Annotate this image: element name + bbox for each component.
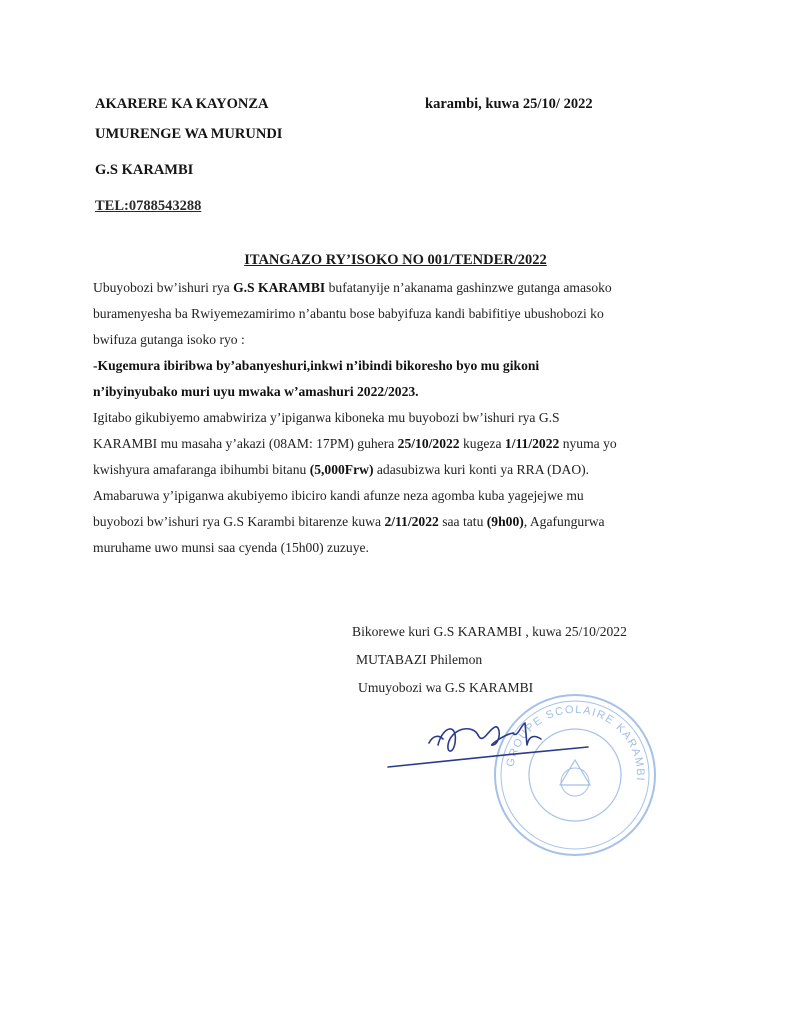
body-text: buyobozi bw’ishuri rya G.S Karambi bitarenze kuwa bbox=[93, 514, 385, 529]
handwritten-signature bbox=[383, 705, 603, 775]
signature-place-date: Bikorewe kuri G.S KARAMBI , kuwa 25/10/2022 bbox=[352, 624, 627, 639]
body-line: buramenyesha ba Rwiyemezamirimo n’abantu bose babyifuza kandi babifitiye ubushobozi ko bbox=[93, 306, 604, 321]
body-text: kwishyura amafaranga ibihumbi bitanu bbox=[93, 462, 310, 477]
body-line bbox=[93, 436, 617, 452]
body-line bbox=[93, 280, 612, 296]
stamp-text: GROUPE SCOLAIRE KARAMBI bbox=[504, 703, 647, 783]
tender-subject: n’ibyinyubako muri uyu mwaka w’amashuri 2022/2023. bbox=[93, 384, 419, 399]
body-line: Amabaruwa y’ipiganwa akubiyemo ibiciro kandi afunze neza agomba kuba yagejejwe mu bbox=[93, 488, 584, 503]
fee-amount: (5,000Frw) bbox=[309, 462, 374, 477]
body-text: kugeza bbox=[459, 436, 505, 451]
signatory-title: Umuyobozi wa G.S KARAMBI bbox=[358, 680, 534, 695]
body-text: nyuma yo bbox=[559, 436, 617, 451]
body-text: bufatanyije n’akanama gashinzwe gutanga amasoko bbox=[325, 280, 612, 295]
deadline-date: 2/11/2022 bbox=[384, 514, 439, 529]
deadline-time: (9h00) bbox=[486, 514, 524, 529]
end-date: 1/11/2022 bbox=[504, 436, 560, 451]
body-line: muruhame uwo munsi saa cyenda (15h00) zuzuye. bbox=[93, 540, 369, 555]
body-text: adasubizwa kuri konti ya RRA (DAO). bbox=[373, 462, 590, 477]
body-text: , Agafungurwa bbox=[523, 514, 605, 529]
body-text: KARAMBI mu masaha y’akazi (08AM: 17PM) guhera bbox=[93, 436, 398, 451]
signatory-name: MUTABAZI Philemon bbox=[356, 652, 483, 667]
school-name-inline: G.S KARAMBI bbox=[233, 280, 326, 295]
tender-subject: -Kugemura ibiribwa by’abanyeshuri,inkwi n’ibindi bikoresho byo mu gikoni bbox=[93, 358, 540, 373]
telephone: TEL:0788543288 bbox=[95, 198, 202, 214]
body-line: Igitabo gikubiyemo amabwiriza y’ipiganwa kiboneka mu buyobozi bw’ishuri rya G.S bbox=[93, 410, 560, 425]
place-date: karambi, kuwa 25/10/ 2022 bbox=[425, 96, 593, 112]
start-date: 25/10/2022 bbox=[397, 436, 460, 451]
body-text: Ubuyobozi bw’ishuri rya bbox=[93, 280, 234, 295]
announcement-title: ITANGAZO RY’ISOKO NO 001/TENDER/2022 bbox=[244, 252, 547, 268]
sector-name: UMURENGE WA MURUNDI bbox=[95, 126, 283, 142]
body-text: saa tatu bbox=[438, 514, 487, 529]
district-name: AKARERE KA KAYONZA bbox=[95, 96, 269, 112]
body-line: bwifuza gutanga isoko ryo : bbox=[93, 332, 245, 347]
school-name: G.S KARAMBI bbox=[95, 162, 194, 178]
body-line bbox=[93, 514, 605, 530]
body-line bbox=[93, 462, 589, 478]
